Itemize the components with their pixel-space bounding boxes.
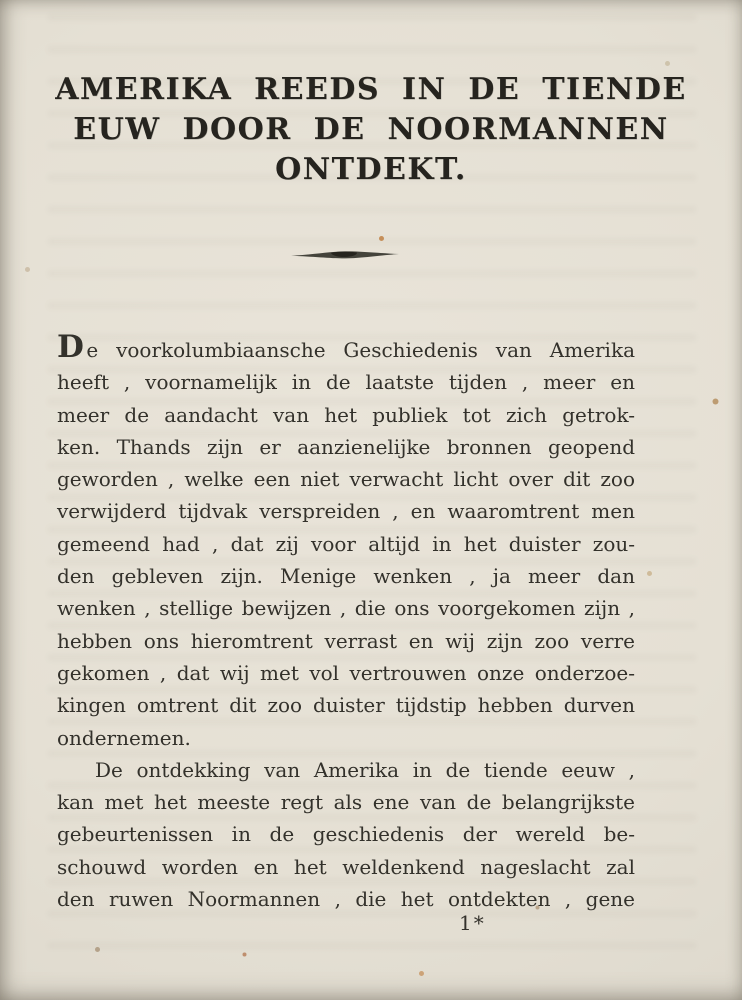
text-line: wenken , stellige bewijzen , die ons voorgekomen zijn , [57,596,635,621]
page-title [0,70,742,190]
text-line: ondernemen. [57,725,191,750]
text-line-rest: e voorkolumbiaansche Geschiedenis van Amerika [86,338,635,362]
text-line: den gebleven zijn. Menige wenken , ja meer dan [57,564,635,589]
text-line: heeft , voornamelijk in de laatste tijden , meer en [57,370,635,395]
text-line: verwijderd tijdvak verspreiden , en waaromtrent men [57,499,635,524]
text-line [57,329,635,366]
text-line: hebben ons hieromtrent verrast en wij zijn zoo verre [57,628,635,653]
text-line: De ontdekking van Amerika in de tiende eeuw , [95,757,635,782]
text-line: meer de aandacht van het publiek tot zich getrok- [57,402,635,427]
text-line: gekomen , dat wij met vol vertrouwen onze onderzoe- [57,660,635,685]
text-line: den ruwen Noormannen , die het ontdekten , gene [57,887,635,912]
body-text [57,329,635,915]
title-line-1: AMERIKA REEDS IN DE TIENDE [55,72,687,107]
title-line-3: ONTDEKT. [275,152,467,187]
drop-cap: D [57,329,85,365]
ornamental-rule-shape [291,249,399,260]
text-line: kingen omtrent dit zoo duister tijdstip hebben durven [57,693,635,718]
text-line: schouwd worden en het weldenkend nageslacht zal [57,854,635,879]
text-line: geworden , welke een niet verwacht licht over dit zoo [57,467,635,492]
foxing-specks [0,0,3,3]
ornamental-rule [291,249,399,260]
title-line-2: EUW DOOR DE NOORMANNEN [73,112,669,147]
text-line: gemeend had , dat zij voor altijd in het duister zou- [57,531,635,556]
text-line: kan met het meeste regt als ene van de belangrijkste [57,790,635,815]
text-line: ken. Thands zijn er aanzienelijke bronnen geopend [57,434,635,459]
signature-mark: 1* [459,911,486,935]
text-line: gebeurtenissen in de geschiedenis der wereld be- [57,822,635,847]
